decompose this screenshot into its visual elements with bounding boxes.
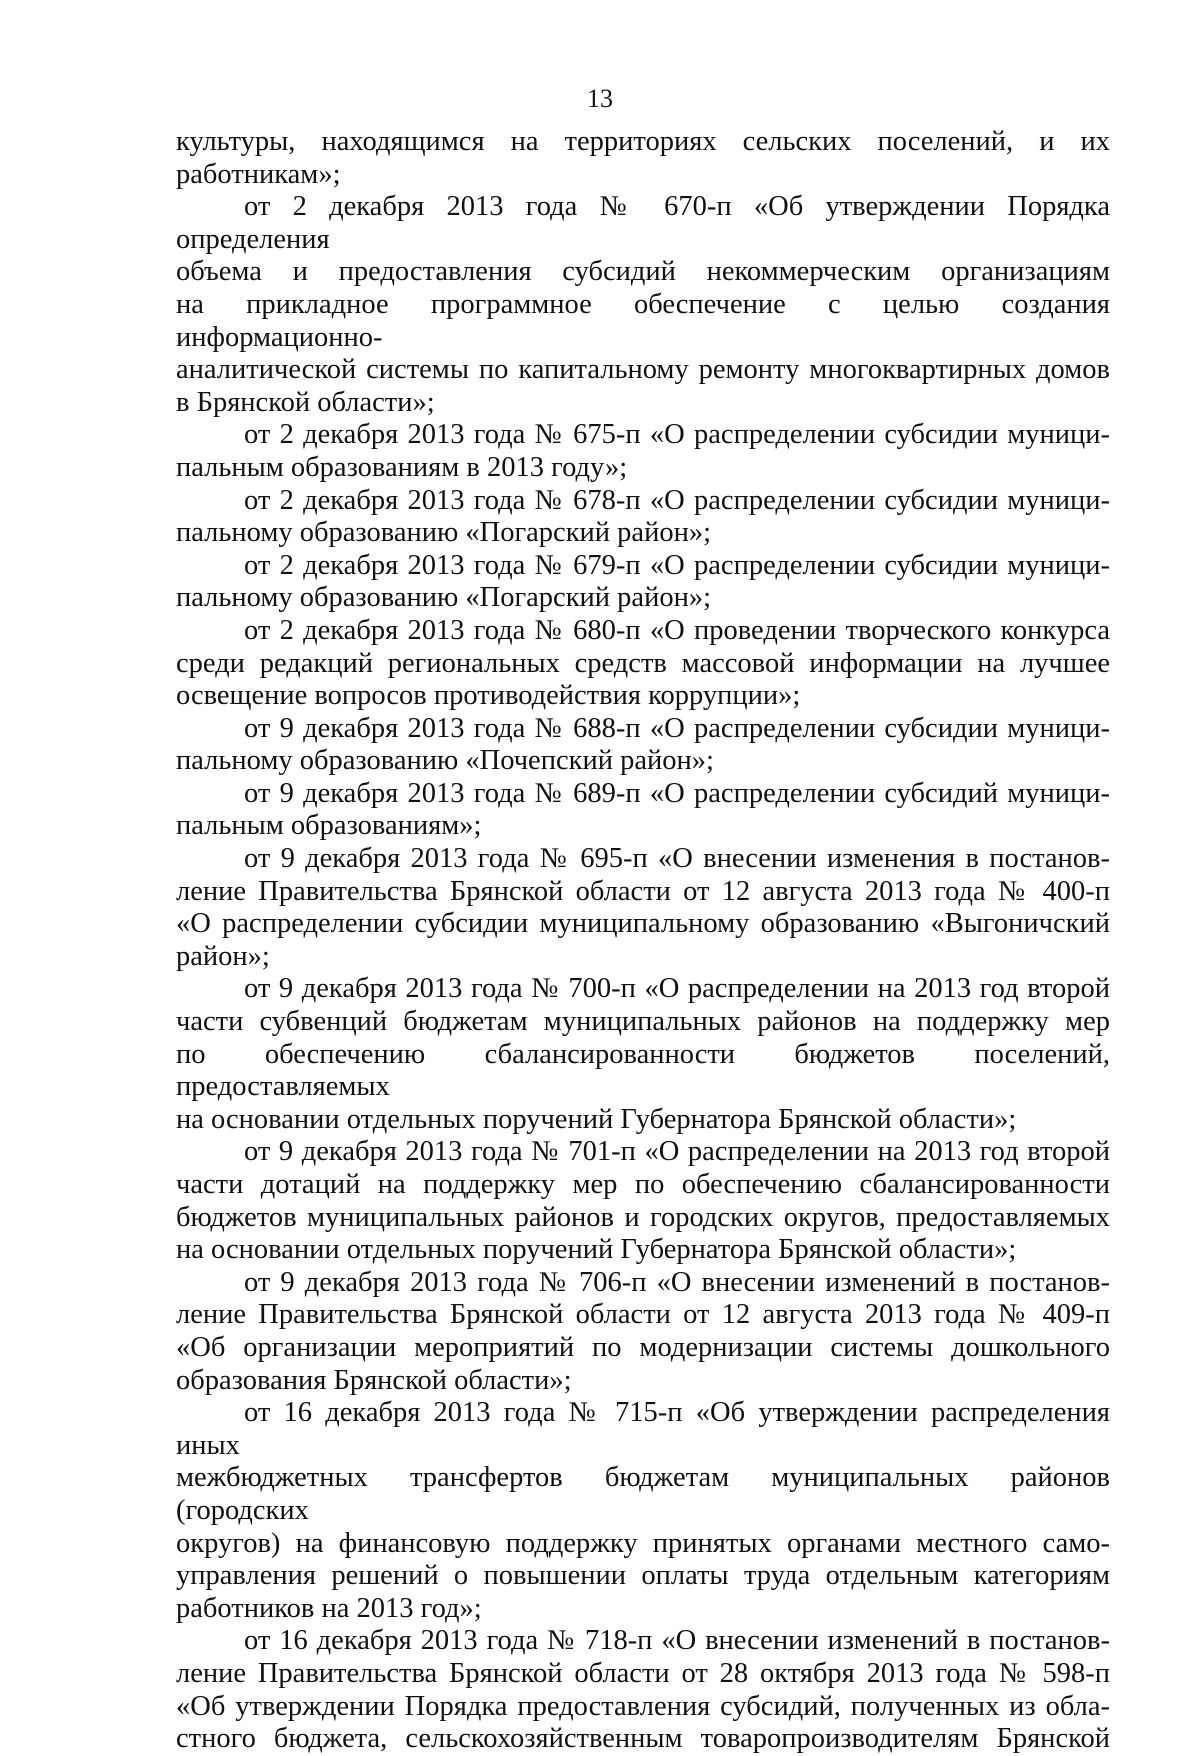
text-line-row <box>176 1658 1110 1691</box>
text-line-row <box>176 1332 1110 1365</box>
paragraph <box>176 419 1110 484</box>
text-line-row <box>176 1169 1110 1202</box>
text-line-row <box>176 452 1110 485</box>
text-line: от 9 декабря 2013 года № 706-п «О внесении изменений в постанов- <box>244 1266 1110 1298</box>
text-line-row <box>176 778 1110 811</box>
text-line: ление Правительства Брянской области от 28 октября 2013 года № 598-п <box>176 1657 1110 1689</box>
text-line: от 9 декабря 2013 года № 688-п «О распределении субсидии муници- <box>244 712 1110 744</box>
text-line: образования Брянской области»; <box>176 1364 572 1396</box>
text-line-row <box>176 256 1110 289</box>
paragraph <box>176 843 1110 973</box>
text-line-row <box>176 745 1110 778</box>
page-number: 13 <box>587 84 613 113</box>
text-line-row <box>176 1593 1110 1626</box>
text-line: пальным образованиям в 2013 году»; <box>176 451 628 483</box>
text-line-row <box>176 1560 1110 1593</box>
text-line: от 9 декабря 2013 года № 700-п «О распределении на 2013 год второй <box>244 973 1110 1005</box>
text-line: от 2 декабря 2013 года № 679-п «О распределении субсидии муници- <box>244 549 1110 581</box>
text-line: межбюджетных трансфертов бюджетам муниципальных районов (городских <box>176 1462 1110 1526</box>
text-line-row <box>176 713 1110 746</box>
text-line: район»; <box>176 940 270 972</box>
text-line: бюджетов муниципальных районов и городских округов, предоставляемых <box>176 1201 1110 1233</box>
text-line: объема и предоставления субсидий некоммерческим организациям <box>176 256 1110 288</box>
text-line: от 2 декабря 2013 года № 678-п «О распределении субсидии муници- <box>244 484 1110 516</box>
text-line-row <box>176 159 1110 192</box>
text-line-row <box>176 1691 1110 1724</box>
text-line: управления решений о повышении оплаты труда отдельным категориям <box>176 1560 1110 1592</box>
paragraph <box>176 550 1110 615</box>
text-line: работников на 2013 год»; <box>176 1592 482 1624</box>
text-line: ление Правительства Брянской области от 12 августа 2013 года № 409-п <box>176 1299 1110 1331</box>
paragraph <box>176 1625 1110 1755</box>
text-line: от 2 декабря 2013 года № 675-п «О распределении субсидии муници- <box>244 419 1110 451</box>
text-line: пальным образованиям»; <box>176 810 482 842</box>
text-line-row <box>176 615 1110 648</box>
paragraph <box>176 1136 1110 1266</box>
text-line: на прикладное программное обеспечение с целью создания информационно- <box>176 288 1110 353</box>
text-line-row <box>176 550 1110 583</box>
text-line: от 9 декабря 2013 года № 701-п «О распределении на 2013 год второй <box>244 1136 1110 1168</box>
text-line-row <box>176 1136 1110 1169</box>
text-line: части дотаций на поддержку мер по обеспечению сбалансированности <box>176 1169 1110 1200</box>
text-line-row <box>176 1723 1110 1756</box>
paragraph <box>176 126 1110 191</box>
text-line: от 2 декабря 2013 года № 670-п «Об утверждении Порядка определения <box>176 191 1110 255</box>
paragraph <box>176 778 1110 843</box>
text-line-row <box>176 1528 1110 1561</box>
text-line-row <box>176 1462 1110 1527</box>
text-line: части субвенций бюджетам муниципальных районов на поддержку мер <box>176 1006 1110 1038</box>
text-line-row <box>176 648 1110 681</box>
text-line: «О распределении субсидии муниципальному образованию «Выгоничский <box>176 908 1110 940</box>
text-line: культуры, находящимся на территориях сельских поселений, и их <box>176 126 1110 157</box>
text-line: среди редакций региональных средств массовой информации на лучшее <box>176 647 1110 679</box>
text-line-row <box>176 1104 1110 1137</box>
text-line-row <box>176 191 1110 256</box>
text-line: от 16 декабря 2013 года № 715-п «Об утверждении распределения иных <box>176 1397 1110 1461</box>
text-line: освещение вопросов противодействия коррупции»; <box>176 680 801 712</box>
paragraph <box>176 615 1110 713</box>
paragraph <box>176 1267 1110 1397</box>
text-line: ление Правительства Брянской области от 12 августа 2013 года № 400-п <box>176 875 1110 907</box>
text-line-row <box>176 1202 1110 1235</box>
paragraph <box>176 713 1110 778</box>
text-line-row <box>176 289 1110 354</box>
text-line-row <box>176 1299 1110 1332</box>
text-line: работникам»; <box>176 158 341 190</box>
text-line-row <box>176 843 1110 876</box>
text-line: стного бюджета, сельскохозяйственным товаропроизводителям Брянской <box>176 1723 1110 1755</box>
text-line: от 2 декабря 2013 года № 680-п «О проведении творческого конкурса <box>244 614 1110 646</box>
text-line-row <box>176 876 1110 909</box>
text-line-row <box>176 1039 1110 1104</box>
text-line: на основании отдельных поручений Губернатора Брянской области»; <box>176 1103 1017 1135</box>
paragraph <box>176 1397 1110 1625</box>
text-line-row <box>176 1006 1110 1039</box>
text-line: пальному образованию «Погарский район»; <box>176 582 712 614</box>
document-body <box>176 126 1110 1756</box>
paragraph <box>176 973 1110 1136</box>
paragraph <box>176 485 1110 550</box>
text-line-row <box>176 1267 1110 1300</box>
text-line-row <box>176 517 1110 550</box>
text-line: по обеспечению сбалансированности бюджетов поселений, предоставляемых <box>176 1038 1110 1103</box>
text-line: от 16 декабря 2013 года № 718-п «О внесении изменений в постанов- <box>244 1625 1110 1657</box>
text-line: в Брянской области»; <box>176 386 435 418</box>
text-line: пальному образованию «Погарский район»; <box>176 517 712 549</box>
text-line-row <box>176 1234 1110 1267</box>
text-line: пальному образованию «Почепский район»; <box>176 745 714 777</box>
text-line: от 9 декабря 2013 года № 695-п «О внесении изменения в постанов- <box>244 843 1110 875</box>
text-line-row <box>176 1365 1110 1398</box>
text-line-row <box>176 126 1110 159</box>
text-line-row <box>176 354 1110 387</box>
text-line: от 9 декабря 2013 года № 689-п «О распределении субсидий муници- <box>244 777 1110 809</box>
text-line-row <box>176 810 1110 843</box>
text-line-row <box>176 1397 1110 1462</box>
text-line-row <box>176 908 1110 941</box>
text-line-row <box>176 582 1110 615</box>
text-line: округов) на финансовую поддержку принятых органами местного само- <box>176 1527 1110 1559</box>
text-line: «Об утверждении Порядка предоставления субсидий, полученных из обла- <box>176 1690 1110 1722</box>
text-line-row <box>176 1625 1110 1658</box>
paragraph <box>176 191 1110 419</box>
text-line-row <box>176 387 1110 420</box>
text-line: аналитической системы по капитальному ремонту многоквартирных домов <box>176 354 1110 386</box>
text-line-row <box>176 941 1110 974</box>
text-line-row <box>176 419 1110 452</box>
text-line-row <box>176 485 1110 518</box>
text-line-row <box>176 680 1110 713</box>
text-line-row <box>176 973 1110 1006</box>
text-line: на основании отдельных поручений Губернатора Брянской области»; <box>176 1234 1017 1266</box>
text-line: «Об организации мероприятий по модернизации системы дошкольного <box>176 1331 1110 1363</box>
